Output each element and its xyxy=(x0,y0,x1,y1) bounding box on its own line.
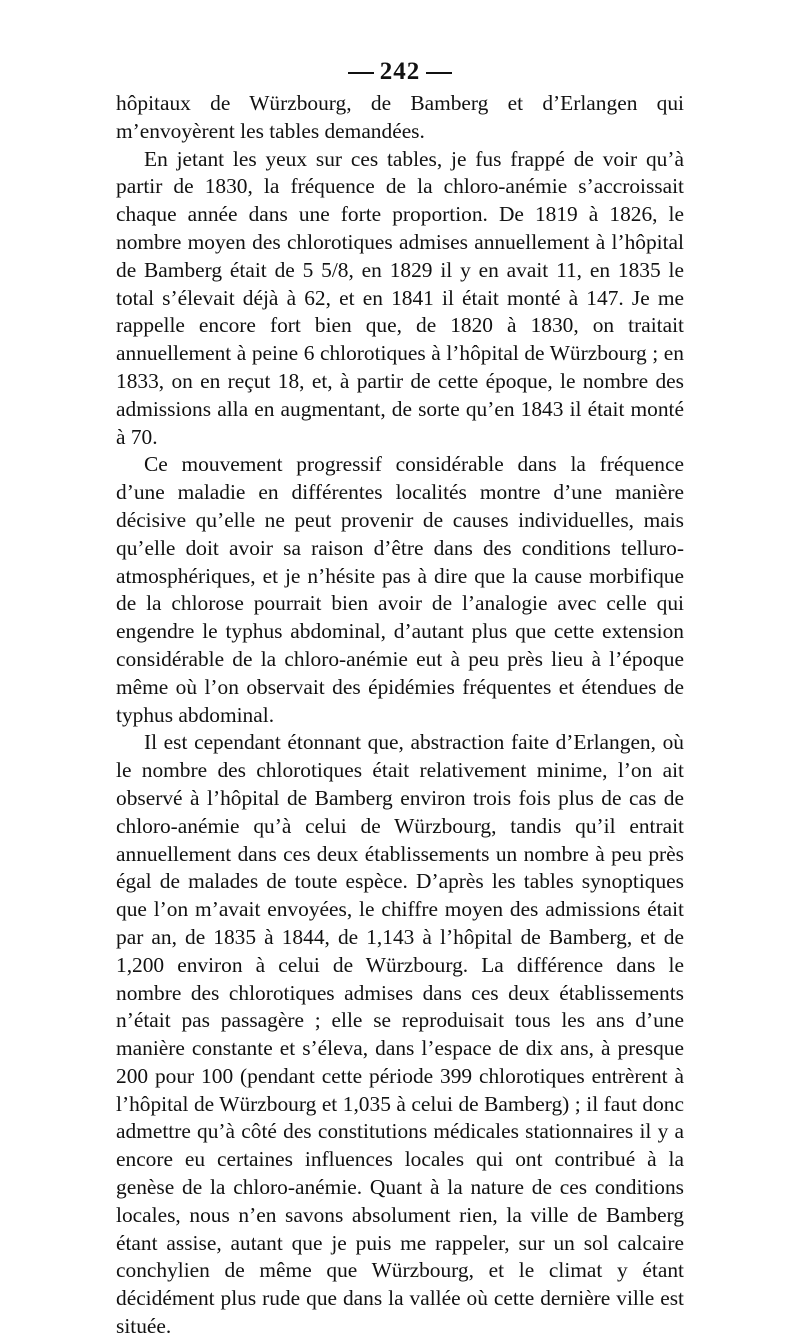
paragraph: Ce mouvement progressif considérable dans la fréquence d’une maladie en différentes localités montre d’une manière décisive qu’elle ne peut provenir de causes individuelles, mais qu’elle doit avoir sa raison d’être dans des conditions telluro-atmosphériques, et je n’hésite pas à dire que la cause morbifique de la chlorose pourrait bien avoir de l’analogie avec celle qui engendre le typhus abdominal, d’autant plus que cette extension considérable de la chloro-anémie eut à peu près lieu à l’époque même où l’on observait des épidémies fréquentes et étendues de typhus abdominal. xyxy=(116,452,684,727)
page-header xyxy=(0,58,800,86)
paragraph-continued: hôpitaux de Würzbourg, de Bamberg et d’Erlangen qui m’envoyèrent les tables demandées. xyxy=(116,91,684,143)
paragraph: Il est cependant étonnant que, abstraction faite d’Erlangen, où le nombre des chlorotiques était relativement minime, l’on ait observé à l’hôpital de Bamberg environ trois fois plus de cas de chloro-anémie qu’à celui de Würzbourg, tandis qu’il entrait annuellement dans ces deux établissements un nombre à peu près égal de malades de toute espèce. D’après les tables synoptiques que l’on m’avait envoyées, le chiffre moyen des admissions était par an, de 1835 à 1844, de 1,143 à l’hôpital de Bamberg, et de 1,200 environ à celui de Würzbourg. La différence dans le nombre des chlorotiques admises dans ces deux établissements n’était pas passagère ; elle se reproduisait tous les ans d’une manière constante et s’éleva, dans l’espace de dix ans, à presque 200 pour 100 (pendant cette période 399 chlorotiques entrèrent à l’hôpital de Würzbourg et 1,035 à celui de Bamberg) ; il faut donc admettre qu’à côté des constitutions médicales stationnaires il y a encore eu certaines influences locales qui ont contribué à la genèse de la chloro-anémie. Quant à la nature de ces conditions locales, nous n’en savons absolument rien, la ville de Bamberg étant assise, autant que je puis me rappeler, sur un sol calcaire conchylien de même que Würzbourg, et le climat y étant décidément plus rude que dans la vallée où cette dernière ville est située. xyxy=(116,730,684,1339)
paragraph: En jetant les yeux sur ces tables, je fus frappé de voir qu’à partir de 1830, la fréquence de la chloro-anémie s’accroissait chaque année dans une forte proportion. De 1819 à 1826, le nombre moyen des chlorotiques admises annuellement à l’hôpital de Bamberg était de 5 5/8, en 1829 il y en avait 11, en 1835 le total s’élevait déjà à 62, et en 1841 il était monté à 147. Je me rappelle encore fort bien que, de 1820 à 1830, on traitait annuellement à peine 6 chlorotiques à l’hôpital de Würzbourg ; en 1833, on en reçut 18, et, à partir de cette époque, le nombre des admissions alla en augmentant, de sorte qu’en 1843 il était monté à 70. xyxy=(116,146,684,449)
header-dash-left xyxy=(348,72,374,74)
header-dash-right xyxy=(426,72,452,74)
body-text xyxy=(116,90,684,1341)
page-number: 242 xyxy=(379,58,421,85)
